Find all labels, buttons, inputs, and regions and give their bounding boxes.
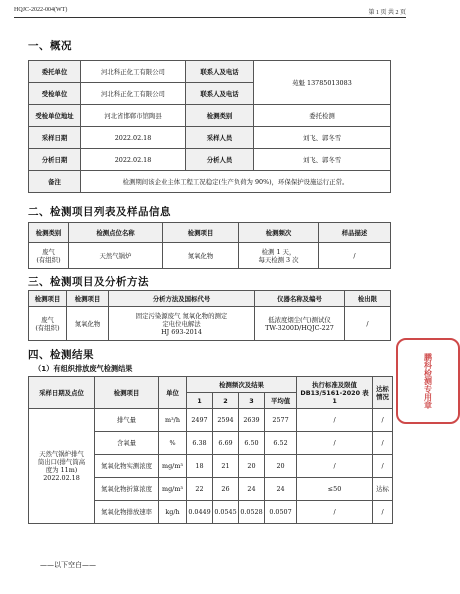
page-number: 第 1 页 共 2 页 [368,10,406,16]
row-value: 0.0449 [187,501,213,524]
col-header-run: 2 [213,393,239,409]
page-header [14,7,406,17]
row-compliance: / [373,432,393,455]
analysis-date-value: 2022.02.18 [81,149,186,171]
row-value: 0.0545 [213,501,239,524]
analyst-label: 分析人员 [186,149,254,171]
contact-label: 联系人及电话 [186,61,254,83]
row-value: 0.0528 [239,501,265,524]
row-standard: / [297,409,373,432]
description-value: / [319,243,391,269]
category-value: 废气 (有组织) [29,307,67,341]
client-value: 河北科正化工有限公司 [81,61,186,83]
row-value: 6.50 [239,432,265,455]
sampling-point: 天然气锅炉排气 筒出口(排气筒高 度为 11m) 2022.02.18 [29,409,95,524]
row-compliance: / [373,409,393,432]
contact-value: 苑魁 13785013083 [254,61,391,105]
instrument-value: 低浓度烟尘(气)测试仪 TW-3200D/HQJC-227 [255,307,345,341]
methods-table [28,290,391,341]
overview-table [28,60,391,193]
col-header-unit: 单位 [159,377,187,409]
row-value: 20 [239,455,265,478]
row-item: 含氧量 [95,432,159,455]
col-header-average: 平均值 [265,393,297,409]
item-value: 氮氧化物 [67,307,109,341]
results-table [28,376,393,524]
client-label: 委托单位 [29,61,81,83]
sampler-value: 刘飞、郭冬雪 [254,127,391,149]
row-standard: ≤50 [297,478,373,501]
row-value: 2594 [213,409,239,432]
row-value: 26 [213,478,239,501]
row-standard: / [297,501,373,524]
analysis-date-label: 分析日期 [29,149,81,171]
section-2-title: 二、检测项目列表及样品信息 [28,206,171,218]
col-header: 仪器名称及编号 [255,291,345,307]
col-header: 样品描述 [319,223,391,243]
tested-label: 受检单位 [29,83,81,105]
row-average: 20 [265,455,297,478]
seal-stamp [396,338,433,420]
seal-stamp-text: 鹏科检测专用章 [396,338,460,424]
section-1-title: 一、概况 [28,40,72,52]
row-unit: m³/h [159,409,187,432]
row-unit: mg/m³ [159,478,187,501]
col-header: 检测类别 [29,223,69,243]
row-average: 24 [265,478,297,501]
address-value: 河北省邯郸市馆陶县 [81,105,186,127]
address-label: 受检单位地址 [29,105,81,127]
col-header: 检测项目 [163,223,239,243]
point-value: 天然气锅炉 [69,243,163,269]
col-header-frequency: 检测频次及结果 [187,377,297,393]
col-header-item: 检测项目 [95,377,159,409]
items-list-table [28,222,391,269]
col-header: 检测项目 [67,291,109,307]
col-header-run: 3 [239,393,265,409]
row-value: 21 [213,455,239,478]
sampler-label: 采样人员 [186,127,254,149]
section-4-title: 四、检测结果 [28,349,94,361]
row-value: 22 [187,478,213,501]
col-header-run: 1 [187,393,213,409]
tested-value: 河北科正化工有限公司 [81,83,186,105]
analyst-value: 刘飞、郭冬雪 [254,149,391,171]
method-value: 固定污染源废气 氮氧化物的测定 定电位电解法 HJ 693-2014 [109,307,255,341]
row-compliance: / [373,501,393,524]
row-average: 6.52 [265,432,297,455]
row-value: 18 [187,455,213,478]
header-divider [14,17,406,18]
frequency-value: 检测 1 天， 每天检测 3 次 [239,243,319,269]
row-value: 6.38 [187,432,213,455]
row-unit: % [159,432,187,455]
limit-value: / [345,307,391,341]
category-value: 废气 (有组织) [29,243,69,269]
blank-below-note: ——以下空白—— [40,561,96,569]
col-header: 检测点位名称 [69,223,163,243]
sample-date-value: 2022.02.18 [81,127,186,149]
sample-date-label: 采样日期 [29,127,81,149]
report-number: HQJC-2022-004(WT) [14,7,68,13]
col-header-standard: 执行标准及限值 DB13/5161-2020 表 1 [297,377,373,409]
type-value: 委托检测 [254,105,391,127]
row-compliance: 达标 [373,478,393,501]
row-value: 2497 [187,409,213,432]
row-item: 氮氧化物排放速率 [95,501,159,524]
row-average: 2577 [265,409,297,432]
row-standard: / [297,455,373,478]
row-item: 氮氧化物折算浓度 [95,478,159,501]
row-value: 24 [239,478,265,501]
col-header: 检测频次 [239,223,319,243]
row-compliance: / [373,455,393,478]
col-header-compliance: 达标 情况 [373,377,393,409]
section-4-subtitle: （1）有组织排放废气检测结果 [34,364,133,373]
row-unit: mg/m³ [159,455,187,478]
tested-contact-label: 联系人及电话 [186,83,254,105]
row-item: 排气量 [95,409,159,432]
row-item: 氮氧化物实测浓度 [95,455,159,478]
type-label: 检测类别 [186,105,254,127]
col-header: 分析方法及国标代号 [109,291,255,307]
col-header: 检测项目 [29,291,67,307]
row-unit: kg/h [159,501,187,524]
row-standard: / [297,432,373,455]
row-average: 0.0507 [265,501,297,524]
item-value: 氮氧化物 [163,243,239,269]
remark-value: 检测期间该企业主体工程工况稳定(生产负荷为 90%)，环保保护设施运行正常。 [81,171,391,193]
row-value: 2639 [239,409,265,432]
section-3-title: 三、检测项目及分析方法 [28,276,149,288]
col-header: 检出限 [345,291,391,307]
col-header-point: 采样日期及点位 [29,377,95,409]
row-value: 6.69 [213,432,239,455]
remark-label: 备注 [29,171,81,193]
